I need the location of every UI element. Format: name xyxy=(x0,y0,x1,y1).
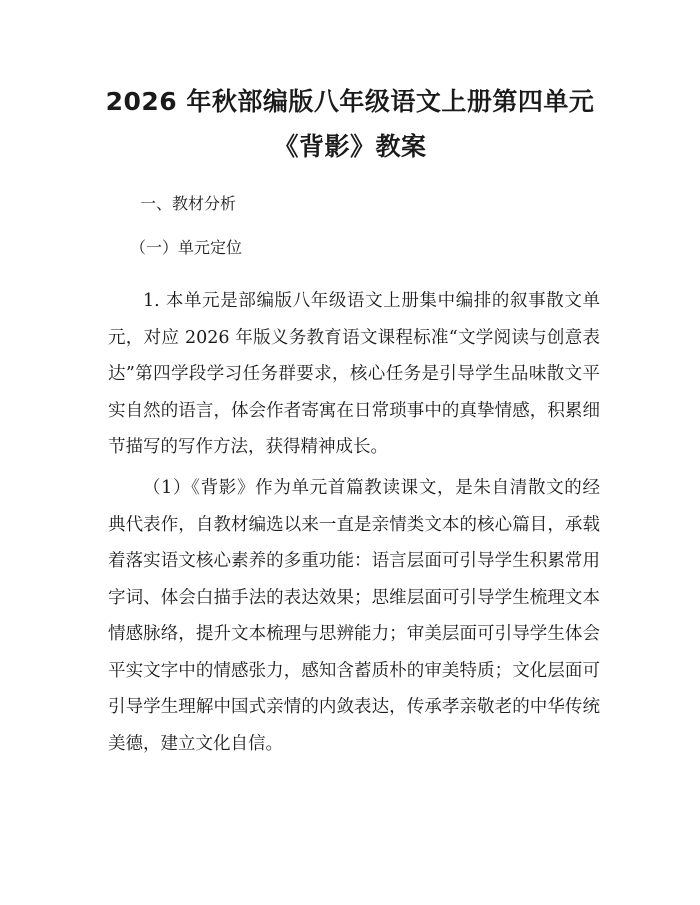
body-paragraph-1: 1. 本单元是部编版八年级语文上册集中编排的叙事散文单元，对应 2026 年版义务教育语文课程标准“文学阅读与创意表达”第四学段学习任务群要求，核心任务是引导学生品味散文平实自然的语言，体会作者寄寓在日常琐事中的真挚情感，积累细节描写的写作方法，获得精神成长。 xyxy=(108,291,600,457)
document-title-line1: 2026 年秋部编版八年级语文上册第四单元 xyxy=(105,87,595,116)
body-paragraph-2: （1）《背影》作为单元首篇教读课文，是朱自清散文的经典代表作，自教材编选以来一直是亲情类文本的核心篇目，承载着落实语文核心素养的多重功能：语言层面可引导学生积累常用字词、体会白描手法的表达效果；思维层面可引导学生梳理文本情感脉络，提升文本梳理与思辨能力；审美层面可引导学生体会平实文字中的情感张力，感知含蓄质朴的审美特质；文化层面可引导学生理解中国式亲情的内敛表达，传承孝亲敬老的中华传统美德，建立文化自信。 xyxy=(108,478,600,754)
subsection-heading: （一）单元定位 xyxy=(130,238,243,257)
section-heading: 一、教材分析 xyxy=(140,194,237,213)
document-title-line2: 《背影》教案 xyxy=(273,132,427,161)
